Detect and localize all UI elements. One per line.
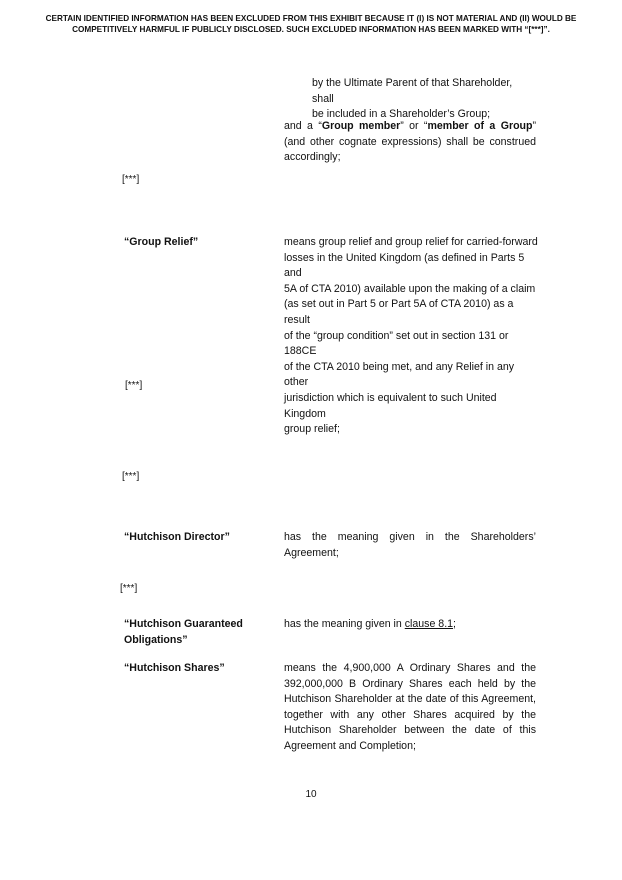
text-fragment: ” (and other cognate expressions) shall be construed accordingly; <box>284 120 537 164</box>
term-line: Obligations” <box>124 633 188 646</box>
definition-line: 5A of CTA 2010) available upon the making of a claim <box>284 282 536 295</box>
exclusion-notice: CERTAIN IDENTIFIED INFORMATION HAS BEEN EXCLUDED FROM THIS EXHIBIT BECAUSE IT (I) IS NOT MATERIAL AND (II) WOULD BE COMPETITIVELY HARMFUL IF PUBLICLY DISCLOSED. SUCH EXCLUDED INFORMATION HAS BEEN MARKED WITH “[***]”. <box>45 14 577 34</box>
definition-line: group relief; <box>284 423 340 436</box>
text-fragment: ” or “ <box>400 120 428 132</box>
definition-line: (as set out in Part 5 or Part 5A of CTA 2010) as a result <box>284 298 514 326</box>
definition-text-hutchison-shares: means the 4,900,000 A Ordinary Shares and the 392,000,000 B Ordinary Shares each held by the Hutchison Shareholder at the date of this Agreement, together with any other Shares acquired by the Hutchison Shareholder between the date of this Agreement and Completion; <box>284 662 536 752</box>
term-line: “Hutchison Guaranteed <box>124 618 243 630</box>
defined-term: Group member <box>321 120 401 132</box>
page-number: 10 <box>305 789 317 800</box>
redaction-marker: [***] <box>120 583 138 594</box>
definition-line: of the CTA 2010 being met, and any Relief in any other <box>284 360 515 389</box>
definition-term-hutchison-director: “Hutchison Director” <box>124 531 230 543</box>
redaction-marker: [***] <box>125 380 143 391</box>
definition-text-hutchison-guaranteed-obligations <box>284 617 536 633</box>
definition-line: losses in the United Kingdom (as defined in Parts 5 and <box>284 251 525 280</box>
continuation-line: by the Ultimate Parent of that Shareholder, shall <box>312 77 513 105</box>
continuation-line: be included in a Shareholder’s Group; <box>312 108 491 121</box>
definition-line: of the “group condition” set out in section 131 or 188CE <box>284 329 509 358</box>
text-fragment: and a “ <box>284 120 322 132</box>
text-fragment: ; <box>453 618 456 630</box>
clause-reference-link[interactable]: clause 8.1 <box>404 618 454 630</box>
defined-term: member of a Group <box>427 120 533 132</box>
group-member-paragraph <box>284 119 536 166</box>
definition-line: jurisdiction which is equivalent to such United Kingdom <box>284 391 497 420</box>
redaction-marker: [***] <box>122 471 140 482</box>
definition-term-hutchison-guaranteed-obligations <box>124 617 243 648</box>
redaction-marker: [***] <box>122 174 140 185</box>
definition-text-group-relief <box>284 235 540 438</box>
definition-text-hutchison-director: has the meaning given in the Shareholders’ Agreement; <box>284 531 536 559</box>
definition-term-hutchison-shares: “Hutchison Shares” <box>124 662 225 674</box>
definition-line: means group relief and group relief for carried-forward <box>284 236 538 248</box>
text-fragment: has the meaning given in <box>284 618 405 630</box>
definition-term-group-relief: “Group Relief” <box>124 236 199 248</box>
continuation-text <box>312 76 536 123</box>
